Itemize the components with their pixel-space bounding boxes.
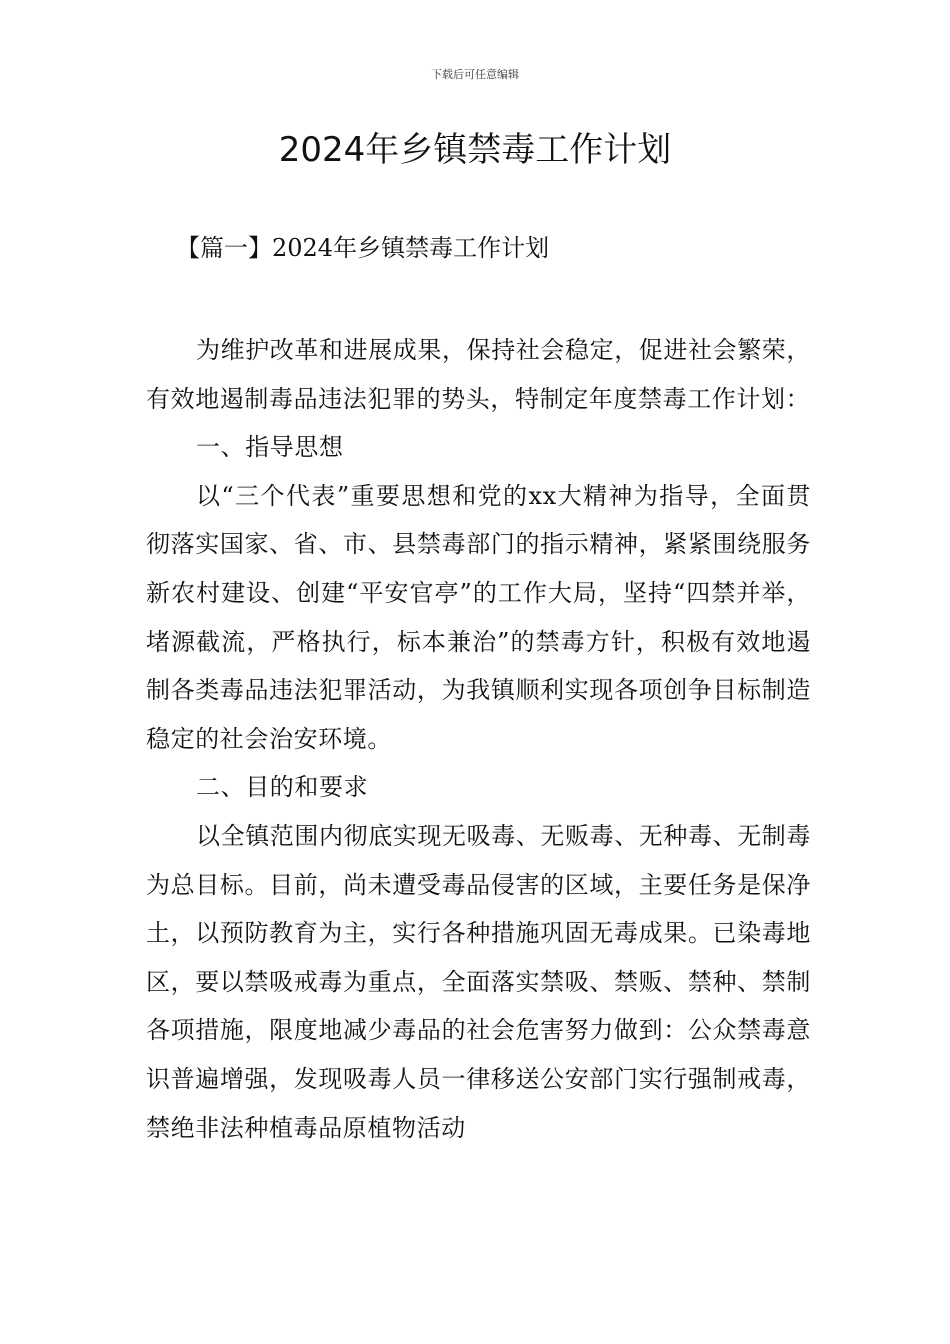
document-subtitle: 【篇一】2024年乡镇禁毒工作计划 [176,234,550,262]
section-paragraph-guiding-thought: 以“三个代表”重要思想和党的xx大精神为指导，全面贯彻落实国家、省、市、县禁毒部门的指示精神，紧紧围绕服务新农村建设、创建“平安官亭”的工作大局，坚持“四禁并举，堵源截流，严格执行，标本兼治”的禁毒方针，积极有效地遏制各类毒品违法犯罪活动，为我镇顺利实现各项创争目标制造稳定的社会治安环境。 [146,481,811,753]
header-note: 下载后可任意编辑 [431,68,519,81]
section-heading-goals: 二、目的和要求 [196,773,369,802]
document-body [146,326,811,1152]
section-paragraph-goals: 以全镇范围内彻底实现无吸毒、无贩毒、无种毒、无制毒为总目标。目前，尚未遭受毒品侵害的区域，主要任务是保净土，以预防教育为主，实行各种措施巩固无毒成果。已染毒地区，要以禁吸戒毒为重点，全面落实禁吸、禁贩、禁种、禁制各项措施，限度地减少毒品的社会危害努力做到：公众禁毒意识普遍增强，发现吸毒人员一律移送公安部门实行强制戒毒，禁绝非法种植毒品原植物活动 [146,821,811,1142]
document-title: 2024年乡镇禁毒工作计划 [278,130,672,170]
intro-paragraph: 为维护改革和进展成果，保持社会稳定，促进社会繁荣，有效地遏制毒品违法犯罪的势头，特制定年度禁毒工作计划： [146,336,811,413]
section-heading-guiding-thought: 一、指导思想 [196,433,344,462]
